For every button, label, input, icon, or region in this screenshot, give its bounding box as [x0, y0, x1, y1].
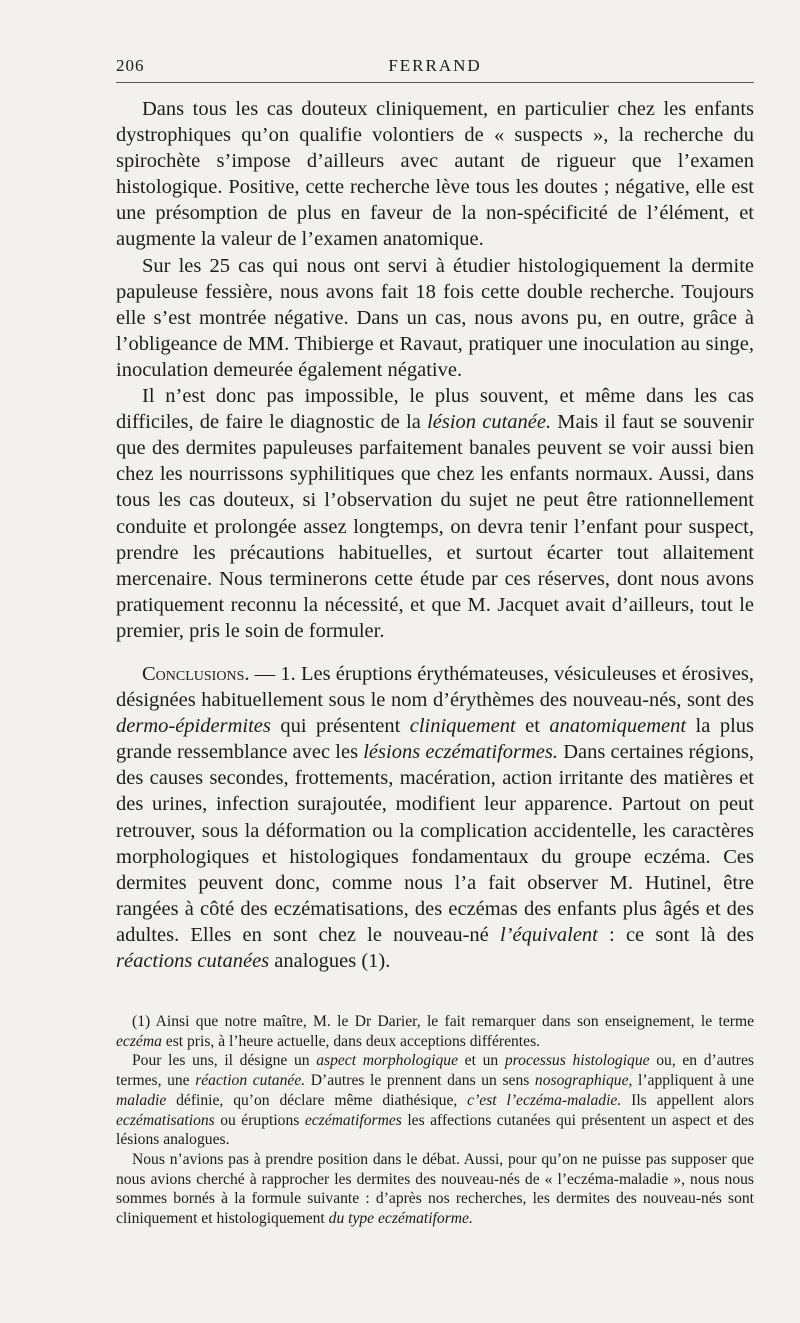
italic-run: eczéma — [116, 1032, 162, 1050]
text-run: qui présentent — [270, 715, 410, 738]
text-run: Nous n’avions pas à prendre position dans le débat. Aussi, pour qu’on ne puisse pas supposer que nous avions cherché à rapprocher les dermites des nouveau-nés de « l’eczéma-maladie », nous nous sommes bornés à la formule suivante : d’après nos recherches, les dermites des nouveau-nés sont cliniquement et histologiquement — [116, 1150, 754, 1228]
italic-run: c’est l’eczéma-maladie. — [467, 1091, 622, 1109]
footnote-3 — [116, 1150, 754, 1229]
text-run: Pour les uns, il désigne un — [132, 1052, 317, 1070]
italic-run: réaction cutanée. — [195, 1072, 306, 1090]
italic-run: lésion cutanée. — [427, 411, 552, 434]
italic-run: du type eczématiforme. — [328, 1210, 473, 1228]
text-run: : ce sont là des — [597, 923, 754, 946]
text-run: l’appliquent à une — [632, 1072, 754, 1090]
italic-run: anatomiquement — [549, 715, 687, 738]
paragraph-3 — [116, 383, 754, 644]
main-text — [116, 96, 754, 974]
italic-run: réactions cutanées — [116, 950, 270, 972]
text-run: ou, en d’autres termes, une — [116, 1052, 754, 1090]
running-title: FERRAND — [388, 56, 482, 75]
page-header — [116, 52, 754, 83]
paragraph-2: Sur les 25 cas qui nous ont servi à étudier histologiquement la dermite papuleuse fessière, nous avons fait 18 fois cette double recherche. Toujours elle s’est montrée négative. Dans un cas, nous avons pu, en outre, grâce à l’obligeance de MM. Thibierge et Ravaut, pratiquer une inoculation au singe, inoculation demeurée également négative. — [116, 254, 754, 381]
text-run: D’autres le prennent dans un sens — [305, 1072, 535, 1090]
text-run: et un — [458, 1052, 505, 1070]
text-run: les affections cutanées qui présentent un aspect et des lésions analogues. — [116, 1111, 754, 1149]
text-run: Il n’est donc pas impossible, le plus souvent, et même dans les cas difficiles, de faire le diagnostic de la — [116, 385, 754, 434]
italic-run: lésions eczématiformes. — [363, 741, 559, 764]
italic-run: eczématisations — [116, 1111, 215, 1129]
section-label: Conclusions. — [142, 662, 250, 685]
page-number: 206 — [116, 56, 145, 75]
text-run: Dans certaines régions, des causes secondes, frottements, macération, action irritante des matières et des urines, infection surajoutée, modifient leur apparence. Partout on peut retrouver, sous la déformation ou la complication accidentelle, les caractères morphologiques et histologiques fondamentaux du groupe eczéma. Ces dermites peuvent donc, comme nous l’a fait observer M. Hutinel, être rangées à côté des eczématisations, des eczémas des enfants plus âgés et des adultes. Elles en sont chez le nouveau-né — [116, 741, 754, 946]
text-run: et — [515, 715, 550, 738]
text-run: (1) Ainsi que notre maître, M. le Dr Darier, le fait remarquer dans son enseignement, le terme — [132, 1013, 754, 1030]
italic-run: processus histologique — [504, 1052, 650, 1070]
italic-run: nosographique, — [534, 1072, 633, 1090]
footnote-1 — [116, 1012, 754, 1051]
italic-run: aspect morphologique — [316, 1052, 459, 1070]
footnote-2 — [116, 1051, 754, 1150]
text-run: analogues (1). — [269, 950, 391, 972]
text-run: Mais il faut se souvenir que des dermites papuleuses parfaitement banales peuvent se voir aussi bien chez les nourrissons syphilitiques que chez les enfants normaux. Aussi, dans tous les cas douteux, si l’observation du sujet ne peut être rationnellement conduite et prolongée assez longtemps, on devra tenir l’enfant pour suspect, prendre les précautions habituelles, et surtout écarter tout allaitement mercenaire. Nous terminerons cette étude par ces réserves, dont nous avons pratiquement reconnu la nécessité, et que M. Jacquet avait d’ailleurs, tout le premier, pris le soin de formuler. — [116, 411, 754, 642]
italic-run: cliniquement — [409, 715, 516, 738]
paragraph-conclusions — [116, 661, 754, 974]
text-run: la plus grande ressemblance avec les — [116, 715, 754, 764]
text-run: Ils appellent alors — [621, 1091, 754, 1109]
paragraph-1: Dans tous les cas douteux cliniquement, en particulier chez les enfants dystrophiques qu’on qualifie volontiers de « suspects », la recherche du spirochète s’impose d’ailleurs avec autant de rigueur que l’examen histologique. Positive, cette recherche lève tous les doutes ; négative, elle est une présomption de plus en faveur de la non-spécificité de l’élément, et augmente la valeur de l’examen anatomique. — [116, 98, 754, 251]
text-run: définie, qu’on déclare même diathésique, — [166, 1091, 468, 1109]
italic-run: maladie — [116, 1091, 167, 1109]
text-run: — 1. Les éruptions érythémateuses, vésiculeuses et érosives, désignées habituellement sous le nom d’érythèmes des nouveau-nés, sont des — [116, 662, 754, 712]
italic-run: l’équivalent — [499, 923, 598, 946]
italic-run: eczématiformes — [304, 1111, 402, 1129]
text-run: ou éruptions — [214, 1111, 305, 1129]
text-run: est pris, à l’heure actuelle, dans deux acceptions différentes. — [161, 1032, 541, 1050]
footnotes — [116, 1012, 754, 1229]
italic-run: dermo-épidermites — [116, 715, 271, 738]
